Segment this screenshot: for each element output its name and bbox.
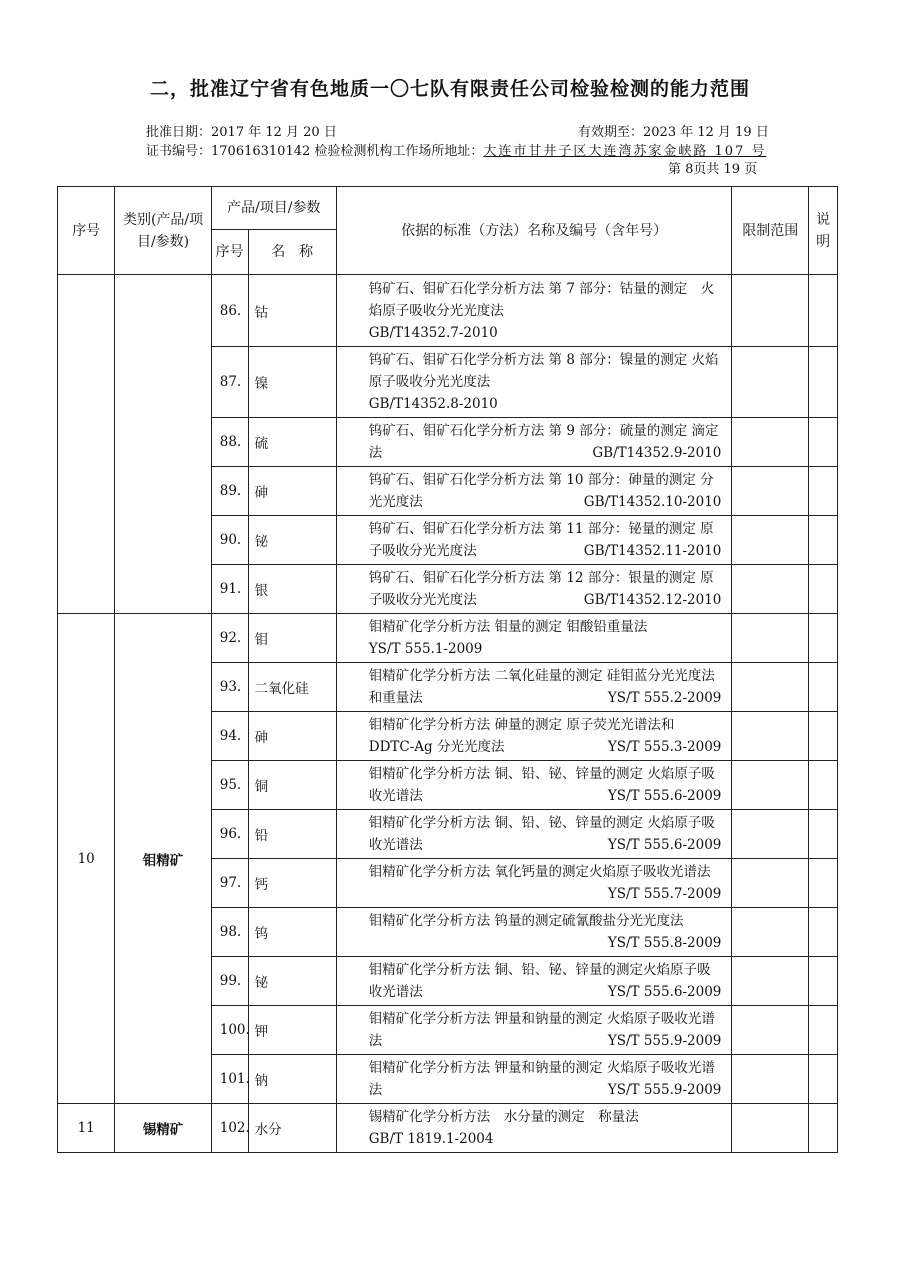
standard-cell [336,418,732,467]
note-cell [809,418,838,467]
standard-cell [336,275,732,347]
limit-cell [732,275,809,347]
standard-cell [336,467,732,516]
group-seq: 10 [58,614,115,1104]
standard-code: YS/T 555.2-2009 [607,690,722,706]
standard-code: YS/T 555.3-2009 [607,739,722,755]
header-seq: 序号 [58,187,115,275]
item-number: 88. [211,418,248,467]
standard-name: 钼精矿化学分析方法 砷量的测定 原子荧光光谱法和 DDTC-Ag 分光光度法 [368,717,675,755]
work-address: 大连市甘井子区大连湾苏家金峡路 107 号 [483,144,767,159]
item-number: 92. [211,614,248,663]
item-number: 91. [211,565,248,614]
table-row [58,1104,838,1153]
item-name: 二氧化硅 [248,663,336,712]
item-name: 铅 [248,810,336,859]
limit-cell [732,565,809,614]
item-name: 钼 [248,614,336,663]
item-name: 硫 [248,418,336,467]
standard-name: 钨矿石、钼矿石化学分析方法 第 10 部分：砷量的测定 分光光度法 [368,472,714,510]
standard-code: YS/T 555.9-2009 [607,1082,722,1098]
note-cell [809,516,838,565]
limit-cell [732,859,809,908]
standard-name: 钨矿石、钼矿石化学分析方法 第 12 部分：银量的测定 原子吸收分光光度法 [368,570,714,608]
note-cell [809,614,838,663]
group-category [115,275,211,614]
standard-name: 钨矿石、钼矿石化学分析方法 第 9 部分：硫量的测定 滴定法 [368,423,719,461]
header-sub-name: 名 称 [248,230,336,275]
item-number: 101. [211,1055,248,1104]
item-number: 97. [211,859,248,908]
item-number: 100. [211,1006,248,1055]
standard-name: 钨矿石、钼矿石化学分析方法 第 7 部分：钴量的测定 火焰原子吸收分光光度法 [368,280,715,319]
standard-code: GB/T14352.9-2010 [592,445,722,461]
item-number: 86. [211,275,248,347]
note-cell [809,957,838,1006]
limit-cell [732,663,809,712]
item-name: 铋 [248,516,336,565]
item-number: 94. [211,712,248,761]
header-note: 说明 [809,187,838,275]
note-cell [809,1104,838,1153]
cert-line [146,140,766,159]
limit-cell [732,810,809,859]
page-title: 二，批准辽宁省有色地质一〇七队有限责任公司检验检测的能力范围 [149,78,750,100]
standard-cell [336,614,732,663]
standard-name: 钼精矿化学分析方法 铜、铅、铋、锌量的测定 火焰原子吸收光谱法 [368,815,715,853]
header-sub-seq: 序号 [211,230,248,275]
standard-cell [336,810,732,859]
standard-cell [336,663,732,712]
note-cell [809,467,838,516]
limit-cell [732,1055,809,1104]
note-cell [809,712,838,761]
table-row [58,614,838,663]
limit-cell [732,347,809,418]
limit-cell [732,957,809,1006]
limit-cell [732,467,809,516]
standard-name: 钼精矿化学分析方法 钾量和钠量的测定 火焰原子吸收光谱法 [368,1060,715,1098]
standard-code: YS/T 555.6-2009 [607,788,722,804]
note-cell [809,810,838,859]
limit-cell [732,712,809,761]
item-number: 93. [211,663,248,712]
cert-number: 证书编号：170616310142 检验检测机构工作场所地址： [146,144,484,159]
item-name: 砷 [248,467,336,516]
header-standard: 依据的标准（方法）名称及编号（含年号） [336,187,732,275]
note-cell [809,347,838,418]
standard-name: 钼精矿化学分析方法 二氧化硅量的测定 硅钼蓝分光光度法和重量法 [368,668,715,706]
standard-cell [336,761,732,810]
item-name: 水分 [248,1104,336,1153]
standard-name: 锡精矿化学分析方法 水分量的测定 称量法 [368,1109,639,1125]
page-number: 第 8页共 19 页 [668,162,758,177]
item-number: 96. [211,810,248,859]
note-cell [809,1006,838,1055]
standard-code: YS/T 555.7-2009 [607,886,722,902]
standard-name: 钨矿石、钼矿石化学分析方法 第 11 部分：铋量的测定 原子吸收分光光度法 [368,521,714,559]
standard-name: 钼精矿化学分析方法 氧化钙量的测定火焰原子吸收光谱法 [368,864,711,880]
valid-until: 有效期至：2023 年 12 月 19 日 [578,125,769,140]
standard-cell [336,859,732,908]
item-name: 铜 [248,761,336,810]
item-number: 99. [211,957,248,1006]
table-row [58,275,838,347]
item-name: 钾 [248,1006,336,1055]
group-seq: 11 [58,1104,115,1153]
standard-cell [336,908,732,957]
item-name: 砷 [248,712,336,761]
standard-cell [336,1104,732,1153]
standard-code: YS/T 555.6-2009 [607,837,722,853]
note-cell [809,663,838,712]
standard-name: 钼精矿化学分析方法 铜、铅、铋、锌量的测定火焰原子吸收光谱法 [368,962,711,1000]
item-number: 87. [211,347,248,418]
item-name: 钠 [248,1055,336,1104]
note-cell [809,565,838,614]
item-name: 钨 [248,908,336,957]
group-category: 钼精矿 [115,614,211,1104]
header-product-group: 产品/项目/参数 [211,187,336,230]
capability-table [57,186,838,1153]
standard-cell [336,565,732,614]
limit-cell [732,614,809,663]
limit-cell [732,761,809,810]
item-name: 铋 [248,957,336,1006]
item-number: 89. [211,467,248,516]
note-cell [809,1055,838,1104]
standard-name: 钼精矿化学分析方法 铜、铅、铋、锌量的测定 火焰原子吸收光谱法 [368,766,715,804]
standard-code: YS/T 555.6-2009 [607,984,722,1000]
standard-code: GB/T14352.7-2010 [368,324,498,341]
standard-cell [336,516,732,565]
standard-name: 钼精矿化学分析方法 钨量的测定硫氰酸盐分光光度法 [368,913,684,929]
item-name: 银 [248,565,336,614]
item-name: 钙 [248,859,336,908]
standard-cell [336,347,732,418]
standard-code: GB/T14352.8-2010 [368,396,498,412]
standard-code: YS/T 555.1-2009 [368,641,483,657]
note-cell [809,275,838,347]
header-category: 类别(产品/项目/参数) [115,187,211,275]
standard-code: GB/T14352.10-2010 [583,494,722,510]
standard-code: YS/T 555.8-2009 [607,935,722,951]
standard-code: YS/T 555.9-2009 [607,1033,722,1049]
item-name: 镍 [248,347,336,418]
standard-code: GB/T14352.11-2010 [583,543,722,559]
limit-cell [732,1104,809,1153]
standard-cell [336,1006,732,1055]
note-cell [809,908,838,957]
item-name: 钴 [248,275,336,347]
header-limit: 限制范围 [732,187,809,275]
item-number: 95. [211,761,248,810]
standard-cell [336,1055,732,1104]
standard-name: 钼精矿化学分析方法 钼量的测定 钼酸铅重量法 [368,619,648,635]
group-category: 锡精矿 [115,1104,211,1153]
group-seq [58,275,115,614]
item-number: 98. [211,908,248,957]
header-row-1 [58,187,838,230]
note-cell [809,859,838,908]
standard-name: 钼精矿化学分析方法 钾量和钠量的测定 火焰原子吸收光谱法 [368,1011,715,1049]
standard-code: GB/T14352.12-2010 [583,592,722,608]
limit-cell [732,418,809,467]
standard-code: GB/T 1819.1-2004 [368,1131,494,1147]
note-cell [809,761,838,810]
standard-name: 钨矿石、钼矿石化学分析方法 第 8 部分：镍量的测定 火焰原子吸收分光光度法 [368,352,719,390]
standard-cell [336,957,732,1006]
standard-cell [336,712,732,761]
item-number: 102. [211,1104,248,1153]
approval-date: 批准日期：2017 年 12 月 20 日 [146,125,337,140]
limit-cell [732,1006,809,1055]
item-number: 90. [211,516,248,565]
limit-cell [732,516,809,565]
limit-cell [732,908,809,957]
